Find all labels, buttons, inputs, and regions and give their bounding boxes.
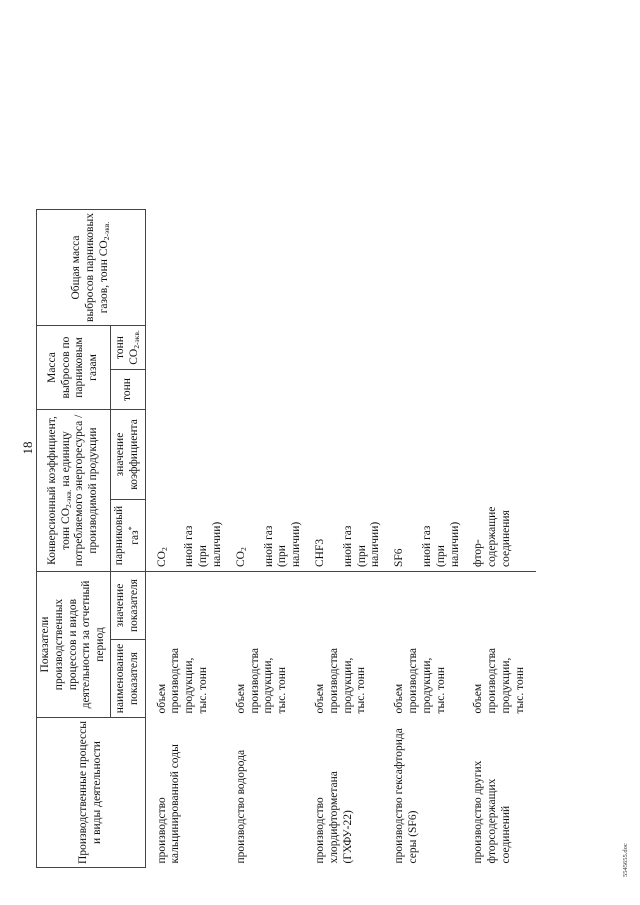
table-row [145, 210, 225, 868]
header-indicator-name: наименование показателя [110, 640, 145, 718]
header-tons-co2: тонн $CO_{2-экв.}$ [110, 326, 145, 370]
indicator-value [304, 572, 383, 640]
table-row [304, 210, 383, 868]
header-indicators: Показатели производственных процессов и видов деятельности за отчетный период [37, 572, 111, 718]
process-name: производство гексафторида серы (SF6) [393, 728, 419, 864]
indicator-name: объем производства продукции, тыс. тонн [313, 648, 368, 714]
header-processes: Производственные процессы и виды деятельности [37, 718, 146, 868]
header-total: Общая масса выбросов парниковых газов, тонн $CO_{2-экв.}$ [37, 210, 146, 326]
gas-list: SF6 иной газ (при наличии) [383, 500, 462, 572]
page-number: 18 [20, 441, 35, 455]
row-values [462, 210, 536, 500]
row-values [383, 210, 462, 500]
indicator-value [462, 572, 536, 640]
indicator-value [383, 572, 462, 640]
row-values [145, 210, 225, 500]
header-coef-value: значение коэффициента [110, 410, 145, 500]
process-name: производство водорода [234, 749, 247, 864]
gas-list: $CO_2$ иной газ (при наличии) [145, 500, 225, 572]
indicator-name: объем производства продукции, тыс. тонн [472, 648, 526, 714]
table-row [462, 210, 536, 868]
indicator-name: объем производства продукции, тыс. тонн [393, 648, 447, 714]
table-row [225, 210, 304, 868]
document-footer: 5545655.doc [622, 843, 629, 877]
row-values [225, 210, 304, 500]
process-name: производство хлордифторметана (ГХФУ-22) [313, 771, 354, 864]
gas-list: фтор-содержащие соединения [462, 500, 536, 572]
row-values [304, 210, 383, 500]
gas-list: CHF3 иной газ (при наличии) [304, 500, 383, 572]
indicator-name: объем производства продукции, тыс. тонн [234, 648, 289, 714]
indicator-value [225, 572, 304, 640]
gas-list: $CO_2$ иной газ (при наличии) [225, 500, 304, 572]
indicator-name: объем производства продукции, тыс. тонн [155, 648, 209, 714]
header-gas: парниковый газ* [110, 500, 145, 572]
header-conversion: Конверсионный коэффициент, тонн $CO_{2-экв.}$ на единицу потребляемого энергоресурса / производимой продукции [37, 410, 111, 572]
header-tons: тонн [110, 370, 145, 410]
process-name: производство других фторсодержащих соединений [472, 760, 512, 864]
emissions-table [36, 209, 536, 868]
table-row [383, 210, 462, 868]
header-emissions: Масса выбросов по парниковым газам [37, 326, 111, 410]
indicator-value [145, 572, 225, 640]
header-indicator-value: значение показателя [110, 572, 145, 640]
process-name: производство кальцинированной соды [155, 744, 182, 864]
